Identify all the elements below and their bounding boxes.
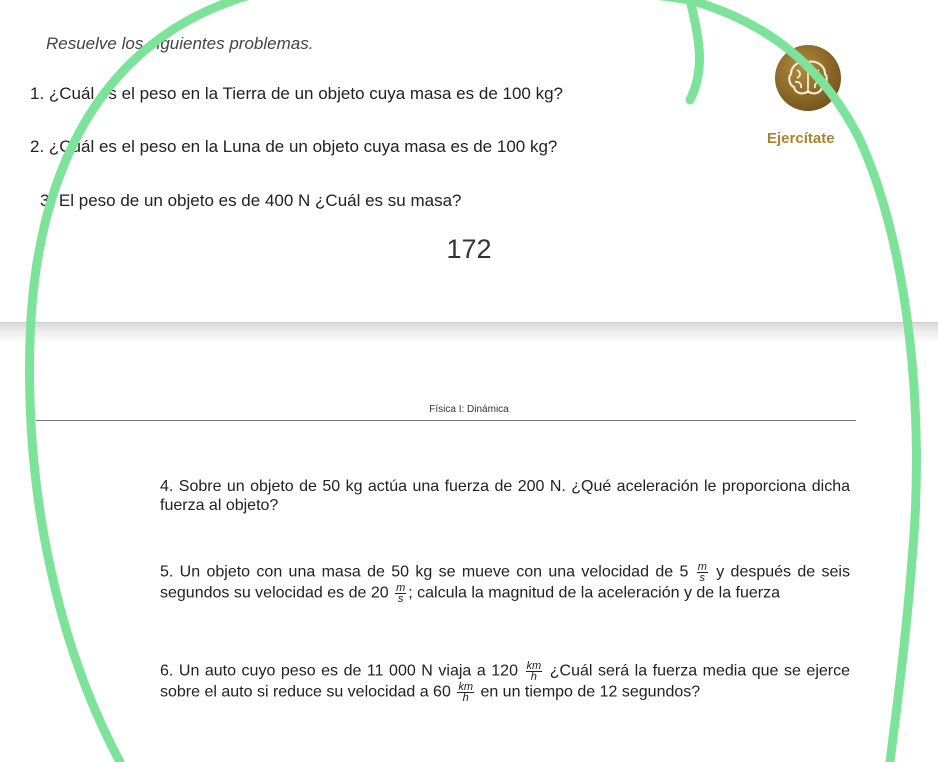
question-3: 3. El peso de un objeto es de 400 N ¿Cuál es su masa? <box>40 191 462 210</box>
question-6 <box>160 661 850 703</box>
header-rule <box>36 420 856 421</box>
q5-text-after: ; calcula la magnitud de la aceleración y de la fuerza <box>408 584 781 602</box>
q6-unit-fraction-2: $\frac{km}{h}$ <box>458 681 473 704</box>
q6-unit-fraction-1: $\frac{km}{h}$ <box>526 660 542 683</box>
question-4: 4. Sobre un objeto de 50 kg actúa una fuerza de 200 N. ¿Qué aceleración le proporciona dicha fuerza al objeto? <box>160 478 850 514</box>
question-5 <box>160 562 850 604</box>
badge-circle <box>775 45 841 111</box>
badge-label: Ejercítate <box>767 130 835 147</box>
question-2: 2. ¿Cuál es el peso en la Luna de un objeto cuya masa es de 100 kg? <box>30 137 558 156</box>
q5-text-middle: y después de seis segundos su velocidad es de 20 <box>160 563 850 602</box>
page-header: Física I: Dinámica <box>429 404 509 415</box>
page-divider-band <box>0 323 938 343</box>
q5-text-before: 5. Un objeto con una masa de 50 kg se mueve con una velocidad de 5 <box>160 563 689 581</box>
instruction-text: Resuelve los siguientes problemas. <box>46 34 314 53</box>
brain-icon <box>785 58 831 98</box>
q5-unit-fraction-1: $\frac{m}{s}$ <box>697 561 707 584</box>
q6-text-before: 6. Un auto cuyo peso es de 11 000 N viaja a 120 <box>160 662 518 680</box>
page-number: 172 <box>446 234 492 264</box>
q6-text-middle: ¿Cuál será la fuerza media que se ejerce sobre el auto si reduce su velocidad a 60 <box>160 662 851 701</box>
q5-unit-fraction-2: $\frac{m}{s}$ <box>396 582 406 605</box>
question-1: 1. ¿Cuál es el peso en la Tierra de un objeto cuya masa es de 100 kg? <box>30 84 563 103</box>
q6-text-after: en un tiempo de 12 segundos? <box>480 683 701 701</box>
